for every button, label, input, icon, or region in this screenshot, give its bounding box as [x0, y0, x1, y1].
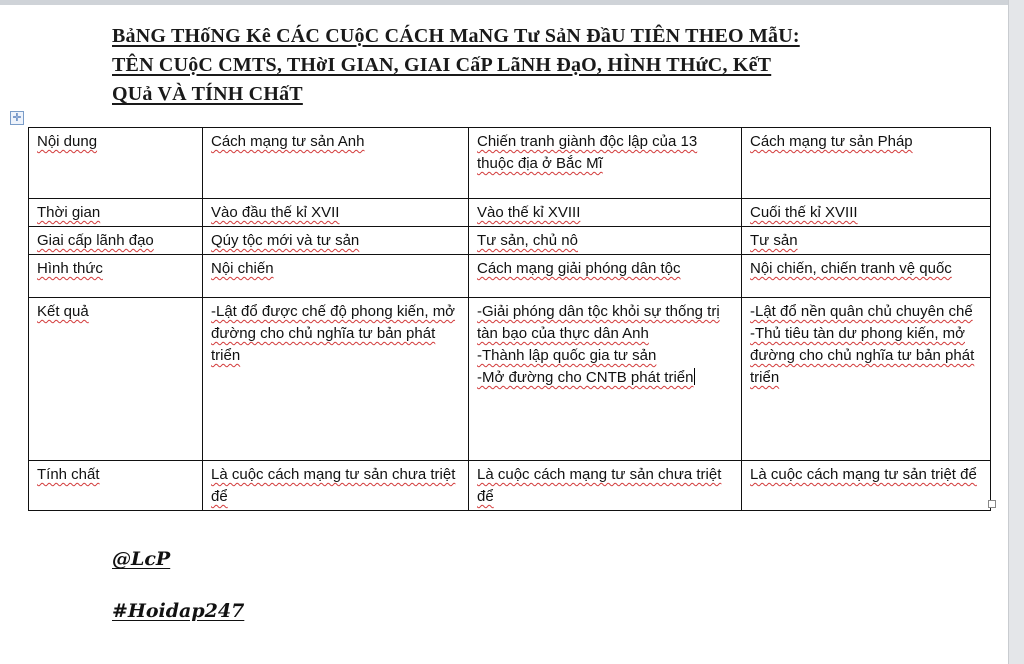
table-cell[interactable] [203, 255, 469, 298]
table-cell[interactable] [742, 128, 991, 199]
cell-text: Kết quả [37, 303, 89, 320]
vertical-scrollbar[interactable] [1008, 0, 1024, 664]
cell-text: Giai cấp lãnh đạo [37, 232, 154, 249]
cell-text: Cuối thế kỉ XVIII [750, 204, 858, 221]
cell-text: Nội chiến, chiến tranh vệ quốc [750, 260, 952, 277]
table-cell[interactable] [29, 199, 203, 227]
cell-text: Chiến tranh giành độc lập của 13 thuộc địa ở Bắc Mĩ [477, 133, 698, 172]
table-cell[interactable] [203, 298, 469, 461]
cell-text: Là cuộc cách mạng tư sản chưa triệt để [477, 466, 722, 505]
table-cell[interactable] [469, 461, 742, 511]
cell-text: Thời gian [37, 204, 101, 221]
table-cell[interactable] [469, 128, 742, 199]
title-line-1: BảNG THốNG Kê CÁC CUộC CÁCH MaNG Tư SảN ĐầU TIÊN THEO MẫU: [112, 25, 800, 47]
table-body [29, 128, 991, 511]
table-cell[interactable] [742, 227, 991, 255]
table-cell[interactable] [203, 227, 469, 255]
signature-tag: #Hoidap247 [112, 600, 245, 622]
table-row [29, 255, 991, 298]
cell-text: Là cuộc cách mạng tư sản triệt để [750, 466, 977, 483]
table-cell[interactable] [29, 128, 203, 199]
cell-text: Là cuộc cách mạng tư sản chưa triệt để [211, 466, 456, 505]
cell-text: -Lật đổ nền quân chủ chuyên chế -Thủ tiêu tàn dư phong kiến, mở đường cho chủ nghĩa tư bản phát triển [750, 303, 975, 386]
table-cell[interactable] [29, 255, 203, 298]
table-cell[interactable] [742, 298, 991, 461]
title-line-2: TÊN CUộC CMTS, THờI GIAN, GIAI CấP LãNH ĐạO, HÌNH THứC, KếT [112, 54, 772, 76]
table-cell[interactable] [469, 255, 742, 298]
table-cell[interactable] [742, 199, 991, 227]
cell-text: Tính chất [37, 466, 100, 483]
text-cursor [694, 368, 695, 385]
title-line-3: QUả VÀ TÍNH CHấT [112, 83, 303, 105]
table-cell[interactable] [742, 255, 991, 298]
table-cell[interactable] [203, 461, 469, 511]
cell-text: -Lật đổ được chế độ phong kiến, mở đường cho chủ nghĩa tư bản phát triển [211, 303, 456, 364]
cell-text: Tư sản, chủ nô [477, 232, 578, 249]
cell-text: Cách mạng tư sản Pháp [750, 133, 913, 150]
table-row [29, 298, 991, 461]
cell-text: Hình thức [37, 260, 103, 277]
table-cell[interactable] [29, 227, 203, 255]
cell-text: Vào thế kỉ XVIII [477, 204, 581, 221]
table-cell[interactable] [742, 461, 991, 511]
cell-text: Cách mạng giải phóng dân tộc [477, 260, 681, 277]
cell-text: Nội chiến [211, 260, 274, 277]
table-resize-handle[interactable] [988, 500, 996, 508]
window-top-edge [0, 0, 1024, 5]
table-cell[interactable] [29, 298, 203, 461]
cell-text: -Giải phóng dân tộc khỏi sự thống trị tàn bạo của thực dân Anh -Thành lập quốc gia tư sản -Mở đường cho CNTB phát triển [477, 303, 720, 386]
table-cell[interactable] [469, 298, 742, 461]
statistics-table [28, 127, 991, 511]
table-row [29, 461, 991, 511]
document-title [112, 22, 932, 109]
cell-text: Qúy tộc mới và tư sản [211, 232, 360, 249]
cell-text: Cách mạng tư sản Anh [211, 133, 365, 150]
table-cell[interactable] [203, 199, 469, 227]
table-cell[interactable] [29, 461, 203, 511]
cell-text: Vào đầu thế kỉ XVII [211, 204, 340, 221]
table-cell[interactable] [203, 128, 469, 199]
table-row [29, 199, 991, 227]
table-cell[interactable] [469, 199, 742, 227]
cell-text: Tư sản [750, 232, 798, 249]
table-row [29, 128, 991, 199]
signature-author: @LcP [112, 548, 171, 570]
cell-text: Nội dung [37, 133, 98, 150]
table-move-handle-icon[interactable]: ✛ [10, 111, 24, 125]
table-row [29, 227, 991, 255]
table-cell[interactable] [469, 227, 742, 255]
